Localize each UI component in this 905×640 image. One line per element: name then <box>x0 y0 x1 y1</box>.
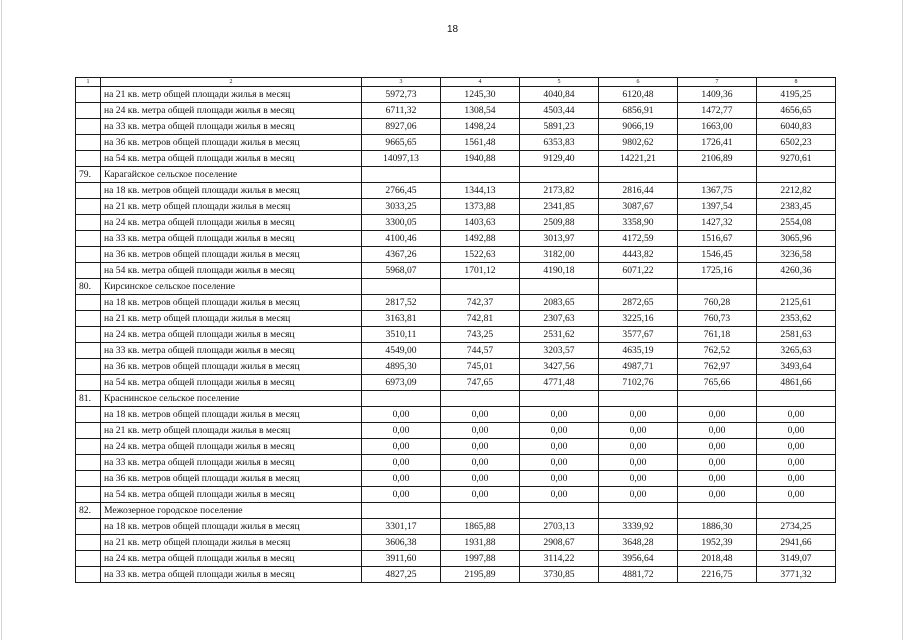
table-row <box>76 471 836 487</box>
value-cell: 2509,88 <box>520 215 599 231</box>
value-cell: 3771,32 <box>757 567 836 583</box>
value-cell: 3577,67 <box>599 327 678 343</box>
value-cell: 2817,52 <box>362 295 441 311</box>
value-cell: 2195,89 <box>441 567 520 583</box>
section-row <box>76 279 836 295</box>
value-cell: 4895,30 <box>362 359 441 375</box>
empty-index-cell <box>76 183 101 199</box>
table-row <box>76 199 836 215</box>
value-cell: 0,00 <box>678 439 757 455</box>
empty-index-cell <box>76 103 101 119</box>
value-cell: 743,25 <box>441 327 520 343</box>
row-description: на 54 кв. метра общей площади жилья в месяц <box>101 263 362 279</box>
row-description: на 21 кв. метр общей площади жилья в месяц <box>101 423 362 439</box>
empty-cell <box>520 503 599 519</box>
section-row <box>76 167 836 183</box>
value-cell: 14097,13 <box>362 151 441 167</box>
row-description: на 36 кв. метров общей площади жилья в месяц <box>101 359 362 375</box>
empty-index-cell <box>76 423 101 439</box>
value-cell: 6120,48 <box>599 87 678 103</box>
value-cell: 4443,82 <box>599 247 678 263</box>
value-cell: 4827,25 <box>362 567 441 583</box>
value-cell: 2872,65 <box>599 295 678 311</box>
value-cell: 2734,25 <box>757 519 836 535</box>
row-description: на 36 кв. метров общей площади жилья в месяц <box>101 471 362 487</box>
column-number: 3 <box>362 78 441 87</box>
empty-index-cell <box>76 359 101 375</box>
value-cell: 1561,48 <box>441 135 520 151</box>
table-row <box>76 103 836 119</box>
value-cell: 0,00 <box>520 407 599 423</box>
value-cell: 2353,62 <box>757 311 836 327</box>
value-cell: 0,00 <box>678 471 757 487</box>
value-cell: 0,00 <box>757 487 836 503</box>
empty-cell <box>362 391 441 407</box>
value-cell: 2125,61 <box>757 295 836 311</box>
empty-cell <box>520 279 599 295</box>
value-cell: 3301,17 <box>362 519 441 535</box>
value-cell: 7102,76 <box>599 375 678 391</box>
value-cell: 3163,81 <box>362 311 441 327</box>
value-cell: 3606,38 <box>362 535 441 551</box>
value-cell: 5968,07 <box>362 263 441 279</box>
row-description: на 24 кв. метра общей площади жилья в месяц <box>101 215 362 231</box>
row-description: на 33 кв. метра общей площади жилья в месяц <box>101 231 362 247</box>
value-cell: 3300,05 <box>362 215 441 231</box>
value-cell: 1245,30 <box>441 87 520 103</box>
empty-index-cell <box>76 407 101 423</box>
row-description: на 24 кв. метра общей площади жилья в месяц <box>101 551 362 567</box>
value-cell: 2018,48 <box>678 551 757 567</box>
value-cell: 1427,32 <box>678 215 757 231</box>
column-number: 8 <box>757 78 836 87</box>
empty-index-cell <box>76 199 101 215</box>
table-row <box>76 311 836 327</box>
value-cell: 4656,65 <box>757 103 836 119</box>
column-number: 7 <box>678 78 757 87</box>
value-cell: 4549,00 <box>362 343 441 359</box>
table-row <box>76 359 836 375</box>
value-cell: 0,00 <box>520 487 599 503</box>
row-description: на 36 кв. метров общей площади жилья в месяц <box>101 135 362 151</box>
empty-cell <box>362 279 441 295</box>
section-title: Кирсинское сельское поселение <box>101 279 362 295</box>
empty-index-cell <box>76 311 101 327</box>
row-description: на 18 кв. метров общей площади жилья в месяц <box>101 407 362 423</box>
empty-cell <box>441 391 520 407</box>
value-cell: 744,57 <box>441 343 520 359</box>
row-description: на 18 кв. метров общей площади жилья в месяц <box>101 183 362 199</box>
section-index: 79. <box>76 167 101 183</box>
value-cell: 1663,00 <box>678 119 757 135</box>
value-cell: 2341,85 <box>520 199 599 215</box>
empty-cell <box>441 279 520 295</box>
column-number: 2 <box>101 78 362 87</box>
value-cell: 0,00 <box>599 471 678 487</box>
empty-cell <box>599 503 678 519</box>
empty-index-cell <box>76 343 101 359</box>
value-cell: 2941,66 <box>757 535 836 551</box>
value-cell: 14221,21 <box>599 151 678 167</box>
empty-index-cell <box>76 471 101 487</box>
table-row <box>76 183 836 199</box>
value-cell: 3358,90 <box>599 215 678 231</box>
section-title: Карагайское сельское поселение <box>101 167 362 183</box>
value-cell: 1308,54 <box>441 103 520 119</box>
empty-index-cell <box>76 439 101 455</box>
page-number: 18 <box>446 24 459 35</box>
value-cell: 0,00 <box>362 423 441 439</box>
value-cell: 0,00 <box>757 439 836 455</box>
value-cell: 6711,32 <box>362 103 441 119</box>
table-row <box>76 567 836 583</box>
empty-cell <box>441 503 520 519</box>
value-cell: 1940,88 <box>441 151 520 167</box>
empty-index-cell <box>76 455 101 471</box>
value-cell: 0,00 <box>441 423 520 439</box>
table-row <box>76 215 836 231</box>
value-cell: 1546,45 <box>678 247 757 263</box>
value-cell: 1726,41 <box>678 135 757 151</box>
table-row <box>76 519 836 535</box>
value-cell: 6973,09 <box>362 375 441 391</box>
empty-cell <box>441 167 520 183</box>
value-cell: 1397,54 <box>678 199 757 215</box>
value-cell: 4367,26 <box>362 247 441 263</box>
value-cell: 3182,00 <box>520 247 599 263</box>
value-cell: 0,00 <box>362 439 441 455</box>
value-cell: 3730,85 <box>520 567 599 583</box>
value-cell: 3648,28 <box>599 535 678 551</box>
value-cell: 3265,63 <box>757 343 836 359</box>
row-description: на 24 кв. метра общей площади жилья в месяц <box>101 103 362 119</box>
value-cell: 2173,82 <box>520 183 599 199</box>
column-number: 6 <box>599 78 678 87</box>
empty-cell <box>757 279 836 295</box>
value-cell: 2816,44 <box>599 183 678 199</box>
value-cell: 0,00 <box>757 455 836 471</box>
value-cell: 1701,12 <box>441 263 520 279</box>
value-cell: 3236,58 <box>757 247 836 263</box>
value-cell: 0,00 <box>441 455 520 471</box>
table-row <box>76 135 836 151</box>
value-cell: 4881,72 <box>599 567 678 583</box>
value-cell: 1952,39 <box>678 535 757 551</box>
column-number-row <box>76 78 836 87</box>
row-description: на 24 кв. метра общей площади жилья в месяц <box>101 327 362 343</box>
row-description: на 21 кв. метр общей площади жилья в месяц <box>101 535 362 551</box>
table-row <box>76 423 836 439</box>
section-title: Краснинское сельское поселение <box>101 391 362 407</box>
value-cell: 2106,89 <box>678 151 757 167</box>
value-cell: 0,00 <box>757 407 836 423</box>
value-cell: 0,00 <box>441 407 520 423</box>
left-scan-edge <box>1 0 2 640</box>
value-cell: 0,00 <box>520 455 599 471</box>
value-cell: 4172,59 <box>599 231 678 247</box>
value-cell: 0,00 <box>362 455 441 471</box>
value-cell: 745,01 <box>441 359 520 375</box>
row-description: на 33 кв. метра общей площади жилья в месяц <box>101 343 362 359</box>
value-cell: 1492,88 <box>441 231 520 247</box>
value-cell: 0,00 <box>757 471 836 487</box>
value-cell: 1403,63 <box>441 215 520 231</box>
empty-cell <box>678 391 757 407</box>
value-cell: 4100,46 <box>362 231 441 247</box>
value-cell: 3510,11 <box>362 327 441 343</box>
table-row <box>76 151 836 167</box>
table-row <box>76 455 836 471</box>
empty-cell <box>757 503 836 519</box>
section-index: 81. <box>76 391 101 407</box>
right-scan-edge <box>902 0 903 640</box>
table-row <box>76 247 836 263</box>
section-title: Межозерное городское поселение <box>101 503 362 519</box>
value-cell: 742,37 <box>441 295 520 311</box>
value-cell: 3065,96 <box>757 231 836 247</box>
empty-cell <box>520 391 599 407</box>
value-cell: 2212,82 <box>757 183 836 199</box>
value-cell: 3033,25 <box>362 199 441 215</box>
value-cell: 1498,24 <box>441 119 520 135</box>
value-cell: 0,00 <box>757 423 836 439</box>
section-row <box>76 391 836 407</box>
value-cell: 6071,22 <box>599 263 678 279</box>
table-row <box>76 327 836 343</box>
row-description: на 33 кв. метра общей площади жилья в месяц <box>101 455 362 471</box>
table-row <box>76 487 836 503</box>
tariff-table <box>75 77 836 583</box>
empty-index-cell <box>76 231 101 247</box>
value-cell: 0,00 <box>678 423 757 439</box>
value-cell: 4861,66 <box>757 375 836 391</box>
value-cell: 1725,16 <box>678 263 757 279</box>
value-cell: 1344,13 <box>441 183 520 199</box>
empty-index-cell <box>76 263 101 279</box>
value-cell: 2307,63 <box>520 311 599 327</box>
value-cell: 3911,60 <box>362 551 441 567</box>
value-cell: 0,00 <box>599 407 678 423</box>
table-row <box>76 263 836 279</box>
empty-cell <box>599 279 678 295</box>
empty-index-cell <box>76 135 101 151</box>
value-cell: 0,00 <box>678 407 757 423</box>
value-cell: 6040,83 <box>757 119 836 135</box>
value-cell: 8927,06 <box>362 119 441 135</box>
value-cell: 4503,44 <box>520 103 599 119</box>
table-row <box>76 439 836 455</box>
row-description: на 24 кв. метра общей площади жилья в месяц <box>101 439 362 455</box>
value-cell: 765,66 <box>678 375 757 391</box>
value-cell: 762,97 <box>678 359 757 375</box>
value-cell: 742,81 <box>441 311 520 327</box>
value-cell: 2908,67 <box>520 535 599 551</box>
value-cell: 2581,63 <box>757 327 836 343</box>
value-cell: 0,00 <box>599 423 678 439</box>
empty-index-cell <box>76 551 101 567</box>
empty-cell <box>362 167 441 183</box>
value-cell: 2703,13 <box>520 519 599 535</box>
value-cell: 4987,71 <box>599 359 678 375</box>
empty-index-cell <box>76 215 101 231</box>
value-cell: 2554,08 <box>757 215 836 231</box>
value-cell: 2216,75 <box>678 567 757 583</box>
empty-index-cell <box>76 247 101 263</box>
value-cell: 4195,25 <box>757 87 836 103</box>
value-cell: 2766,45 <box>362 183 441 199</box>
value-cell: 4635,19 <box>599 343 678 359</box>
table-row <box>76 295 836 311</box>
value-cell: 3956,64 <box>599 551 678 567</box>
value-cell: 747,65 <box>441 375 520 391</box>
row-description: на 21 кв. метр общей площади жилья в месяц <box>101 311 362 327</box>
value-cell: 3427,56 <box>520 359 599 375</box>
empty-cell <box>678 279 757 295</box>
value-cell: 4040,84 <box>520 87 599 103</box>
empty-index-cell <box>76 487 101 503</box>
value-cell: 3149,07 <box>757 551 836 567</box>
value-cell: 0,00 <box>678 487 757 503</box>
table-row <box>76 551 836 567</box>
value-cell: 1472,77 <box>678 103 757 119</box>
column-number: 4 <box>441 78 520 87</box>
value-cell: 3339,92 <box>599 519 678 535</box>
value-cell: 1409,36 <box>678 87 757 103</box>
value-cell: 6502,23 <box>757 135 836 151</box>
empty-cell <box>757 391 836 407</box>
table-row <box>76 535 836 551</box>
table-row <box>76 231 836 247</box>
value-cell: 0,00 <box>520 471 599 487</box>
value-cell: 1997,88 <box>441 551 520 567</box>
row-description: на 54 кв. метра общей площади жилья в месяц <box>101 487 362 503</box>
table-row <box>76 375 836 391</box>
value-cell: 0,00 <box>362 471 441 487</box>
empty-cell <box>362 503 441 519</box>
section-index: 82. <box>76 503 101 519</box>
empty-index-cell <box>76 119 101 135</box>
table-body <box>76 87 836 583</box>
table-row <box>76 119 836 135</box>
value-cell: 2531,62 <box>520 327 599 343</box>
value-cell: 2383,45 <box>757 199 836 215</box>
value-cell: 3087,67 <box>599 199 678 215</box>
section-index: 80. <box>76 279 101 295</box>
row-description: на 21 кв. метр общей площади жилья в месяц <box>101 199 362 215</box>
row-description: на 21 кв. метр общей площади жилья в месяц <box>101 87 362 103</box>
value-cell: 3013,97 <box>520 231 599 247</box>
value-cell: 0,00 <box>599 487 678 503</box>
value-cell: 3225,16 <box>599 311 678 327</box>
value-cell: 9129,40 <box>520 151 599 167</box>
value-cell: 0,00 <box>520 439 599 455</box>
value-cell: 760,28 <box>678 295 757 311</box>
value-cell: 0,00 <box>599 455 678 471</box>
value-cell: 1931,88 <box>441 535 520 551</box>
value-cell: 3114,22 <box>520 551 599 567</box>
column-number: 1 <box>76 78 101 87</box>
value-cell: 9066,19 <box>599 119 678 135</box>
empty-cell <box>599 167 678 183</box>
value-cell: 761,18 <box>678 327 757 343</box>
column-number: 5 <box>520 78 599 87</box>
value-cell: 6856,91 <box>599 103 678 119</box>
row-description: на 36 кв. метров общей площади жилья в месяц <box>101 247 362 263</box>
empty-index-cell <box>76 519 101 535</box>
value-cell: 4190,18 <box>520 263 599 279</box>
value-cell: 4260,36 <box>757 263 836 279</box>
value-cell: 1865,88 <box>441 519 520 535</box>
value-cell: 0,00 <box>362 407 441 423</box>
row-description: на 18 кв. метров общей площади жилья в месяц <box>101 519 362 535</box>
row-description: на 54 кв. метра общей площади жилья в месяц <box>101 375 362 391</box>
empty-index-cell <box>76 375 101 391</box>
empty-index-cell <box>76 151 101 167</box>
empty-index-cell <box>76 295 101 311</box>
value-cell: 3493,64 <box>757 359 836 375</box>
table-row <box>76 343 836 359</box>
value-cell: 1516,67 <box>678 231 757 247</box>
value-cell: 9802,62 <box>599 135 678 151</box>
value-cell: 762,52 <box>678 343 757 359</box>
value-cell: 0,00 <box>441 471 520 487</box>
empty-cell <box>678 167 757 183</box>
section-row <box>76 503 836 519</box>
value-cell: 0,00 <box>599 439 678 455</box>
value-cell: 1886,30 <box>678 519 757 535</box>
row-description: на 18 кв. метров общей площади жилья в месяц <box>101 295 362 311</box>
empty-cell <box>678 503 757 519</box>
value-cell: 0,00 <box>520 423 599 439</box>
value-cell: 760,73 <box>678 311 757 327</box>
value-cell: 2083,65 <box>520 295 599 311</box>
empty-cell <box>520 167 599 183</box>
value-cell: 5891,23 <box>520 119 599 135</box>
value-cell: 5972,73 <box>362 87 441 103</box>
value-cell: 9270,61 <box>757 151 836 167</box>
value-cell: 0,00 <box>441 487 520 503</box>
row-description: на 54 кв. метра общей площади жилья в месяц <box>101 151 362 167</box>
value-cell: 0,00 <box>362 487 441 503</box>
empty-index-cell <box>76 535 101 551</box>
value-cell: 0,00 <box>441 439 520 455</box>
value-cell: 9665,65 <box>362 135 441 151</box>
table-row <box>76 87 836 103</box>
value-cell: 1522,63 <box>441 247 520 263</box>
value-cell: 1367,75 <box>678 183 757 199</box>
empty-cell <box>599 391 678 407</box>
row-description: на 33 кв. метра общей площади жилья в месяц <box>101 567 362 583</box>
value-cell: 6353,83 <box>520 135 599 151</box>
value-cell: 1373,88 <box>441 199 520 215</box>
value-cell: 0,00 <box>678 455 757 471</box>
value-cell: 4771,48 <box>520 375 599 391</box>
empty-index-cell <box>76 327 101 343</box>
empty-cell <box>757 167 836 183</box>
empty-index-cell <box>76 87 101 103</box>
row-description: на 33 кв. метра общей площади жилья в месяц <box>101 119 362 135</box>
empty-index-cell <box>76 567 101 583</box>
table-row <box>76 407 836 423</box>
value-cell: 3203,57 <box>520 343 599 359</box>
